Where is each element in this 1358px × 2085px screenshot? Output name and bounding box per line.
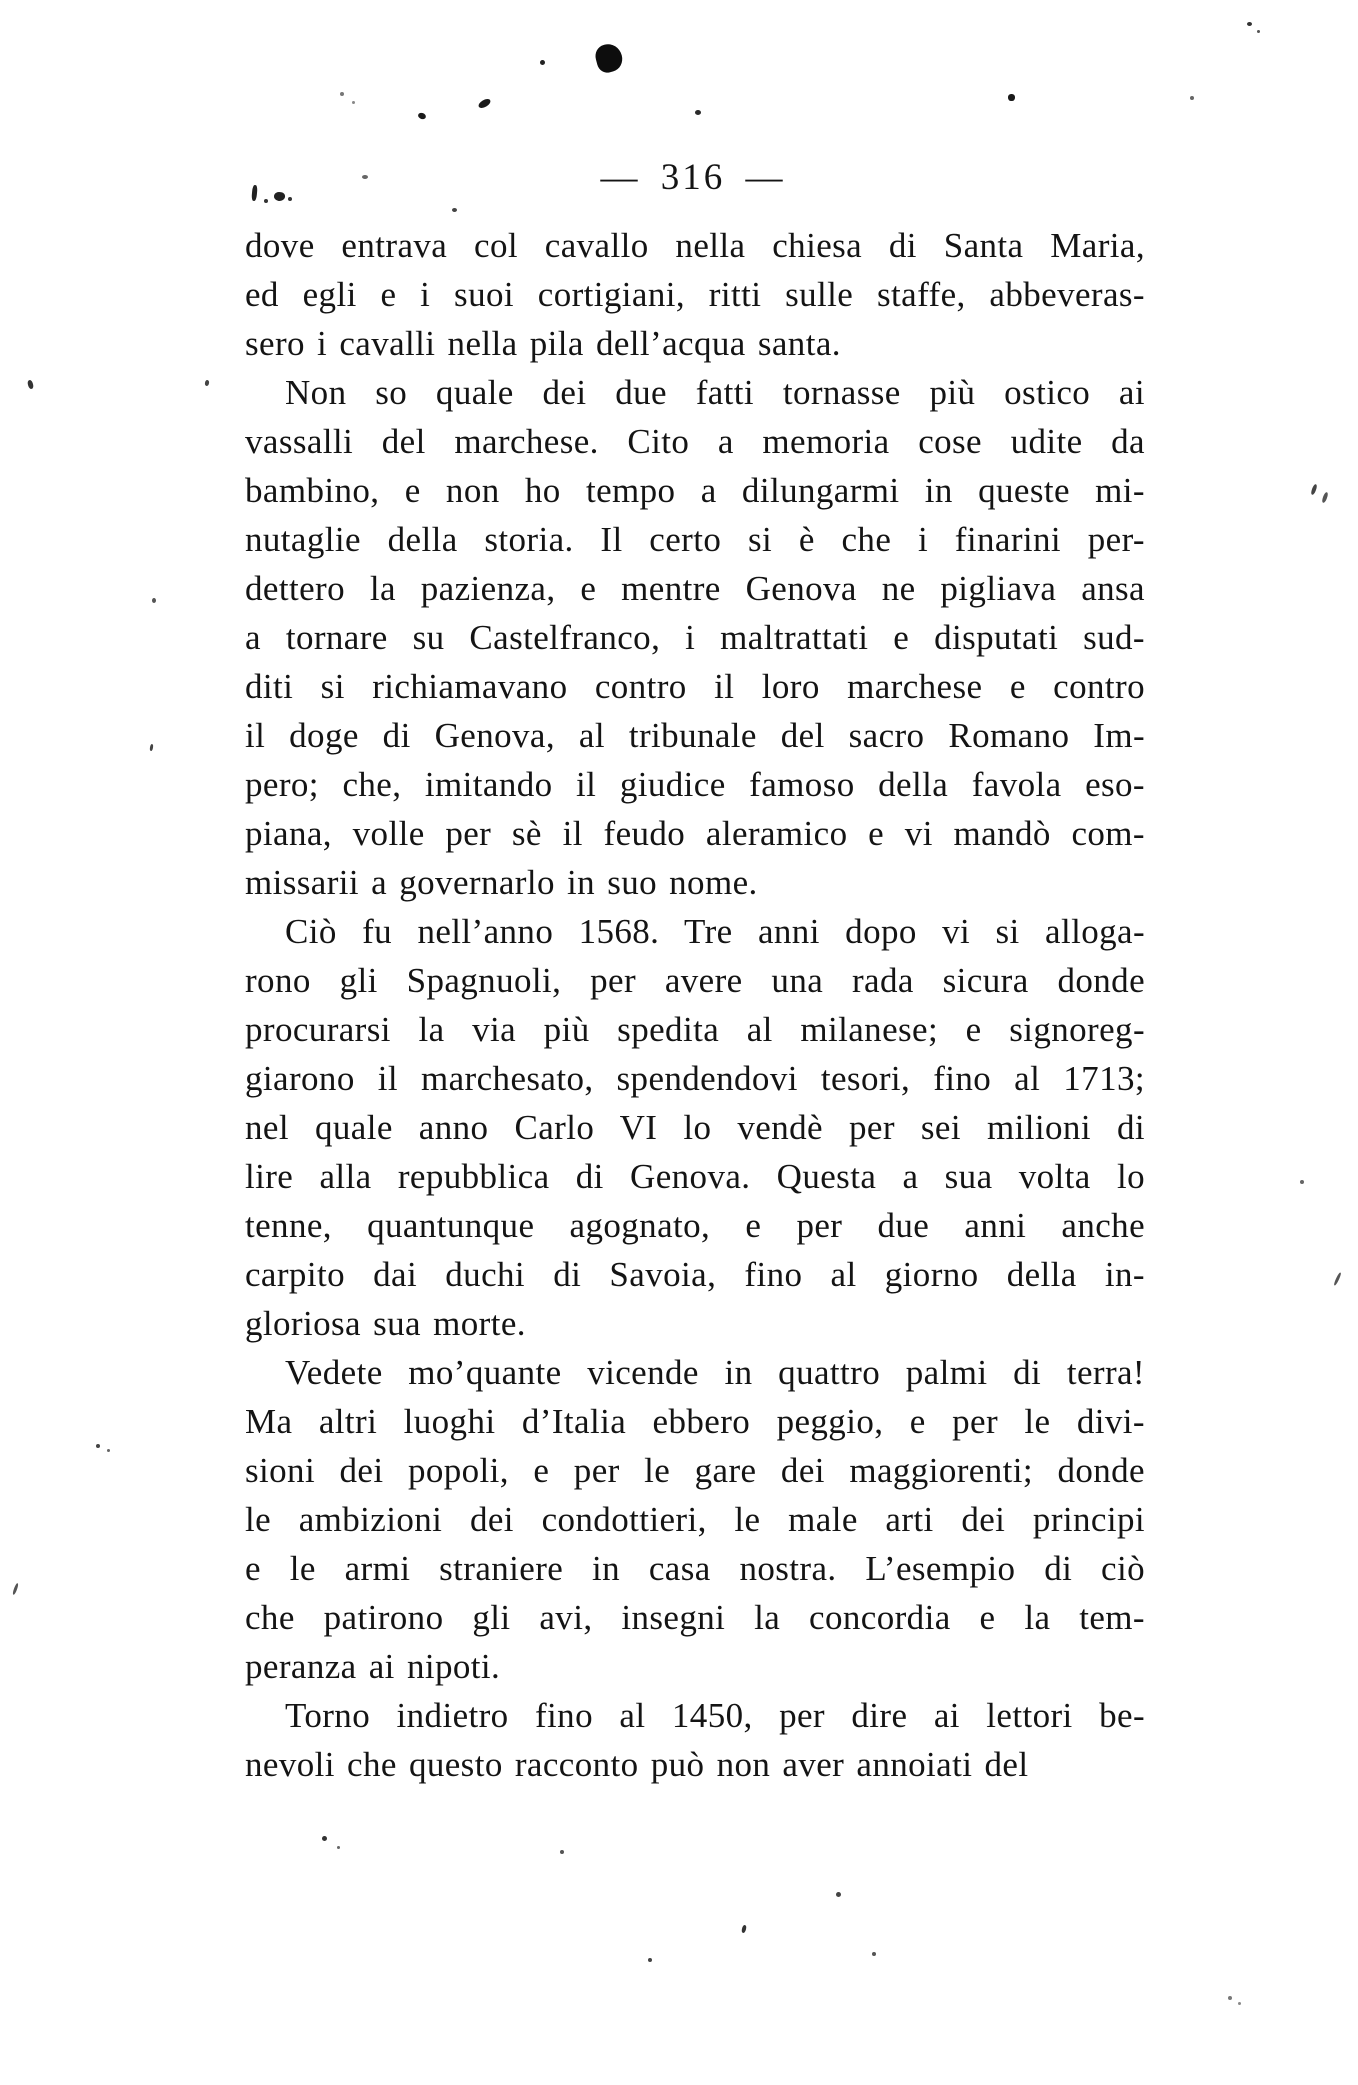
- text-line: pero; che, imitando il giudice famoso della favola eso-: [245, 765, 1145, 804]
- text-line: missarii a governarlo in suo nome.: [245, 863, 758, 902]
- ink-speck: [362, 175, 368, 179]
- text-line: lire alla repubblica di Genova. Questa a sua volta lo: [245, 1157, 1145, 1196]
- text-line: Non so quale dei due fatti tornasse più ostico ai: [285, 373, 1145, 412]
- ink-speck: [1257, 30, 1260, 33]
- ink-speck: [1247, 22, 1252, 26]
- paragraph: [245, 221, 1145, 368]
- paragraph: [245, 1348, 1145, 1691]
- text-line: diti si richiamavano contro il loro marchese e contro: [245, 667, 1145, 706]
- ink-speck: [593, 41, 625, 75]
- text-line: a tornare su Castelfranco, i maltrattati e disputati sud-: [245, 618, 1145, 657]
- ink-speck: [149, 744, 153, 751]
- ink-speck: [540, 60, 545, 65]
- text-line: giarono il marchesato, spendendovi tesori, fino al 1713;: [245, 1059, 1145, 1098]
- ink-speck: [152, 598, 156, 603]
- ink-speck: [648, 1958, 652, 1962]
- ink-speck: [1190, 96, 1194, 100]
- ink-speck: [741, 1925, 747, 1934]
- page-number: — 316 —: [600, 157, 786, 198]
- ink-speck: [695, 110, 701, 115]
- text-line: bambino, e non ho tempo a dilungarmi in queste mi-: [245, 471, 1145, 510]
- text-line: procurarsi la via più spedita al milanese; e signoreg-: [245, 1010, 1145, 1049]
- text-line: rono gli Spagnuoli, per avere una rada sicura donde: [245, 961, 1145, 1000]
- text-line: e le armi straniere in casa nostra. L’esempio di ciò: [245, 1549, 1145, 1588]
- ink-speck: [340, 92, 344, 96]
- paragraph: [245, 368, 1145, 907]
- ink-speck: [337, 1846, 340, 1849]
- text-line: ed egli e i suoi cortigiani, ritti sulle staffe, abbeveras-: [245, 275, 1145, 314]
- text-line: sero i cavalli nella pila dell’acqua santa.: [245, 324, 841, 363]
- ink-speck: [96, 1444, 100, 1448]
- ink-speck: [288, 197, 292, 201]
- ink-speck: [477, 97, 492, 110]
- ink-speck: [452, 208, 457, 212]
- ink-speck: [836, 1892, 841, 1897]
- ink-speck: [12, 1583, 19, 1595]
- text-block: [245, 221, 1145, 1789]
- ink-speck: [27, 380, 34, 390]
- text-line: sioni dei popoli, e per le gare dei maggiorenti; donde: [245, 1451, 1145, 1490]
- text-line: il doge di Genova, al tribunale del sacro Romano Im-: [245, 716, 1145, 755]
- ink-speck: [560, 1850, 564, 1854]
- text-line: che patirono gli avi, insegni la concordia e la tem-: [245, 1598, 1145, 1637]
- ink-speck: [107, 1449, 110, 1452]
- text-line: Vedete mo’quante vicende in quattro palmi di terra!: [285, 1353, 1145, 1392]
- text-line: vassalli del marchese. Cito a memoria cose udite da: [245, 422, 1145, 461]
- text-line: Ciò fu nell’anno 1568. Tre anni dopo vi si alloga-: [285, 912, 1145, 951]
- ink-speck: [322, 1836, 327, 1841]
- paragraph: [245, 907, 1145, 1348]
- text-line: Torno indietro fino al 1450, per dire ai lettori be-: [285, 1696, 1145, 1735]
- text-line: nutaglie della storia. Il certo si è che i finarini per-: [245, 520, 1145, 559]
- ink-speck: [1321, 492, 1329, 504]
- ink-speck: [872, 1952, 876, 1956]
- ink-speck: [417, 112, 427, 120]
- ink-speck: [264, 199, 268, 203]
- ink-speck: [1333, 1272, 1342, 1286]
- ink-speck: [1228, 1996, 1232, 2000]
- text-line: piana, volle per sè il feudo aleramico e vi mandò com-: [245, 814, 1145, 853]
- text-line: tenne, quantunque agognato, e per due anni anche: [245, 1206, 1145, 1245]
- text-line: gloriosa sua morte.: [245, 1304, 526, 1343]
- text-line: dove entrava col cavallo nella chiesa di Santa Maria,: [245, 226, 1145, 265]
- text-line: Ma altri luoghi d’Italia ebbero peggio, e per le divi-: [245, 1402, 1145, 1441]
- text-line: carpito dai duchi di Savoia, fino al giorno della in-: [245, 1255, 1145, 1294]
- ink-speck: [1238, 2002, 1241, 2005]
- text-line: peranza ai nipoti.: [245, 1647, 501, 1686]
- ink-speck: [205, 380, 210, 387]
- ink-speck: [1310, 484, 1318, 496]
- paragraph: [245, 1691, 1145, 1789]
- ink-speck: [352, 101, 355, 104]
- text-line: nevoli che questo racconto può non aver annoiati del: [245, 1745, 1029, 1784]
- text-line: dettero la pazienza, e mentre Genova ne pigliava ansa: [245, 569, 1145, 608]
- text-line: nel quale anno Carlo VI lo vendè per sei milioni di: [245, 1108, 1145, 1147]
- ink-speck: [1300, 1180, 1304, 1184]
- ink-speck: [1008, 94, 1015, 101]
- text-line: le ambizioni dei condottieri, le male arti dei principi: [245, 1500, 1145, 1539]
- ink-speck: [273, 191, 285, 202]
